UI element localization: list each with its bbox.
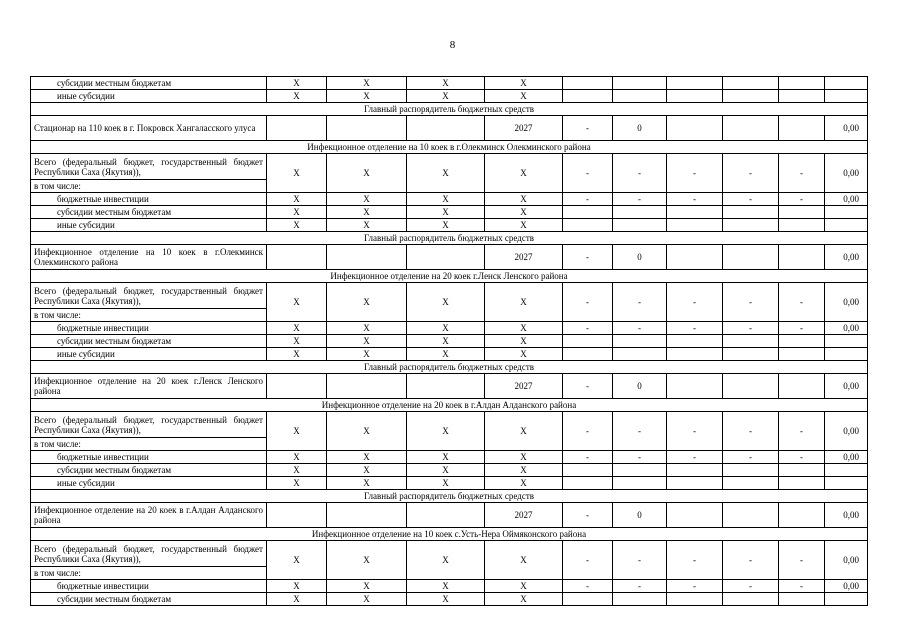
cell-x: X — [407, 283, 485, 322]
including-label: в том числе: — [31, 180, 267, 193]
empty-cell — [723, 245, 779, 270]
cell-subsidies-local: субсидии местным бюджетам — [31, 464, 267, 477]
empty-cell — [723, 593, 779, 606]
empty-cell — [267, 503, 327, 528]
table-row — [31, 245, 868, 270]
empty-cell — [667, 464, 723, 477]
section-header-row — [31, 490, 868, 503]
cell-budget-investments: бюджетные инвестиции — [31, 580, 267, 593]
total-row — [31, 541, 868, 567]
cell-x: X — [407, 412, 485, 451]
cell-zero: 0 — [613, 116, 667, 141]
cell-x: X — [485, 154, 563, 193]
table-row — [31, 90, 868, 103]
empty-cell — [667, 593, 723, 606]
cell-dash: - — [723, 193, 779, 206]
cell-x: X — [407, 193, 485, 206]
cell-x: X — [485, 477, 563, 490]
empty-cell — [407, 116, 485, 141]
empty-cell — [825, 206, 868, 219]
empty-cell — [667, 206, 723, 219]
cell-other-subsidies: иные субсидии — [31, 477, 267, 490]
empty-cell — [613, 335, 667, 348]
empty-cell — [613, 348, 667, 361]
empty-cell — [779, 116, 825, 141]
cell-budget-investments: бюджетные инвестиции — [31, 451, 267, 464]
empty-cell — [327, 503, 407, 528]
cell-x: X — [267, 154, 327, 193]
empty-cell — [667, 116, 723, 141]
empty-cell — [667, 335, 723, 348]
cell-dash: - — [723, 154, 779, 193]
empty-cell — [667, 503, 723, 528]
cell-x: X — [485, 206, 563, 219]
cell-zero: 0 — [613, 503, 667, 528]
budget-table — [30, 76, 868, 606]
including-label: в том числе: — [31, 438, 267, 451]
cell-x: X — [327, 77, 407, 90]
cell-dash: - — [779, 283, 825, 322]
cell-x: X — [485, 77, 563, 90]
cell-dash: - — [563, 374, 613, 399]
cell-x: X — [327, 348, 407, 361]
empty-cell — [825, 219, 868, 232]
table-row — [31, 322, 868, 335]
cell-dash: - — [667, 283, 723, 322]
table-row — [31, 77, 868, 90]
cell-zero-amount: 0,00 — [825, 541, 868, 580]
cell-x: X — [267, 580, 327, 593]
cell-dash: - — [667, 322, 723, 335]
cell-other-subsidies: иные субсидии — [31, 90, 267, 103]
cell-x: X — [327, 464, 407, 477]
empty-cell — [613, 477, 667, 490]
cell-x: X — [485, 283, 563, 322]
table-row — [31, 580, 868, 593]
section-header-row — [31, 528, 868, 541]
cell-dash: - — [613, 322, 667, 335]
cell-zero-amount: 0,00 — [825, 322, 868, 335]
cell-zero-amount: 0,00 — [825, 503, 868, 528]
total-row — [31, 154, 868, 180]
cell-x: X — [407, 580, 485, 593]
cell-x: X — [327, 206, 407, 219]
section-title: Главный распорядитель бюджетных средств — [31, 490, 868, 503]
cell-dash: - — [613, 451, 667, 464]
cell-dash: - — [723, 541, 779, 580]
empty-cell — [563, 206, 613, 219]
cell-budget-investments: бюджетные инвестиции — [31, 193, 267, 206]
cell-aldan: Инфекционное отделение на 20 коек в г.Алдан Алданского района — [31, 503, 267, 528]
cell-dash: - — [723, 451, 779, 464]
cell-dash: - — [563, 322, 613, 335]
table-row — [31, 593, 868, 606]
empty-cell — [825, 90, 868, 103]
table-row — [31, 116, 868, 141]
cell-x: X — [267, 322, 327, 335]
empty-cell — [825, 477, 868, 490]
cell-x: X — [267, 348, 327, 361]
cell-budget-investments: бюджетные инвестиции — [31, 322, 267, 335]
table-row — [31, 477, 868, 490]
empty-cell — [407, 245, 485, 270]
cell-x: X — [267, 219, 327, 232]
section-title: Инфекционное отделение на 10 коек с.Усть-Нера Оймяконского района — [31, 528, 868, 541]
total-label: Всего (федеральный бюджет, государственный бюджет Республики Саха (Якутия)), — [31, 412, 267, 438]
table-row — [31, 193, 868, 206]
cell-subsidies-local: субсидии местным бюджетам — [31, 335, 267, 348]
cell-dash: - — [563, 154, 613, 193]
cell-zero: 0 — [613, 245, 667, 270]
empty-cell — [779, 593, 825, 606]
cell-year: 2027 — [485, 503, 563, 528]
table-row — [31, 348, 868, 361]
empty-cell — [779, 464, 825, 477]
cell-dash: - — [563, 541, 613, 580]
page-number: 8 — [449, 39, 456, 51]
cell-zero-amount: 0,00 — [825, 412, 868, 451]
empty-cell — [267, 245, 327, 270]
total-row — [31, 283, 868, 309]
cell-dash: - — [667, 451, 723, 464]
cell-zero-amount: 0,00 — [825, 193, 868, 206]
empty-cell — [825, 464, 868, 477]
section-title: Инфекционное отделение на 20 коек г.Ленск Ленского района — [31, 270, 868, 283]
cell-x: X — [485, 335, 563, 348]
empty-cell — [563, 90, 613, 103]
empty-cell — [825, 593, 868, 606]
empty-cell — [667, 477, 723, 490]
empty-cell — [779, 219, 825, 232]
empty-cell — [779, 206, 825, 219]
cell-pokrovsk: Стационар на 110 коек в г. Покровск Хангаласского улуса — [31, 116, 267, 141]
cell-dash: - — [613, 580, 667, 593]
empty-cell — [613, 464, 667, 477]
cell-x: X — [267, 206, 327, 219]
cell-x: X — [485, 90, 563, 103]
cell-x: X — [485, 541, 563, 580]
empty-cell — [667, 219, 723, 232]
cell-x: X — [267, 77, 327, 90]
cell-x: X — [327, 90, 407, 103]
cell-x: X — [327, 154, 407, 193]
empty-cell — [667, 374, 723, 399]
including-label: в том числе: — [31, 567, 267, 580]
empty-cell — [667, 90, 723, 103]
section-title: Главный распорядитель бюджетных средств — [31, 103, 868, 116]
section-header-row — [31, 361, 868, 374]
empty-cell — [723, 116, 779, 141]
cell-dash: - — [723, 322, 779, 335]
cell-x: X — [267, 464, 327, 477]
cell-x: X — [327, 593, 407, 606]
cell-x: X — [327, 283, 407, 322]
section-title: Инфекционное отделение на 20 коек в г.Алдан Алданского района — [31, 399, 868, 412]
cell-olekminsk: Инфекционное отделение на 10 коек в г.Олекминск Олекминского района — [31, 245, 267, 270]
table-row — [31, 503, 868, 528]
cell-dash: - — [723, 580, 779, 593]
cell-x: X — [267, 412, 327, 451]
cell-dash: - — [667, 580, 723, 593]
empty-cell — [327, 116, 407, 141]
cell-zero-amount: 0,00 — [825, 580, 868, 593]
cell-x: X — [267, 451, 327, 464]
cell-lensk: Инфекционное отделение на 20 коек г.Ленск Ленского района — [31, 374, 267, 399]
cell-other-subsidies: иные субсидии — [31, 219, 267, 232]
cell-x: X — [407, 451, 485, 464]
empty-cell — [723, 206, 779, 219]
empty-cell — [723, 374, 779, 399]
cell-x: X — [407, 348, 485, 361]
total-label: Всего (федеральный бюджет, государственный бюджет Республики Саха (Якутия)), — [31, 154, 267, 180]
table-row — [31, 219, 868, 232]
cell-dash: - — [563, 283, 613, 322]
cell-dash: - — [667, 541, 723, 580]
empty-cell — [667, 348, 723, 361]
cell-dash: - — [779, 451, 825, 464]
cell-zero-amount: 0,00 — [825, 374, 868, 399]
cell-x: X — [267, 90, 327, 103]
cell-x: X — [485, 348, 563, 361]
empty-cell — [723, 464, 779, 477]
cell-x: X — [267, 193, 327, 206]
table-row — [31, 374, 868, 399]
empty-cell — [563, 477, 613, 490]
cell-x: X — [407, 335, 485, 348]
empty-cell — [779, 374, 825, 399]
cell-x: X — [407, 322, 485, 335]
cell-dash: - — [779, 193, 825, 206]
cell-dash: - — [613, 541, 667, 580]
cell-x: X — [485, 464, 563, 477]
cell-x: X — [267, 283, 327, 322]
cell-x: X — [407, 477, 485, 490]
cell-subsidies-local: субсидии местным бюджетам — [31, 206, 267, 219]
empty-cell — [723, 90, 779, 103]
cell-dash: - — [779, 154, 825, 193]
cell-x: X — [327, 335, 407, 348]
cell-x: X — [327, 219, 407, 232]
section-title: Главный распорядитель бюджетных средств — [31, 232, 868, 245]
empty-cell — [613, 593, 667, 606]
cell-zero: 0 — [613, 374, 667, 399]
cell-x: X — [407, 206, 485, 219]
section-header-row — [31, 141, 868, 154]
table-row — [31, 335, 868, 348]
section-title: Инфекционное отделение на 10 коек в г.Олекминск Олекминского района — [31, 141, 868, 154]
cell-year: 2027 — [485, 116, 563, 141]
cell-x: X — [407, 90, 485, 103]
cell-subsidies-local: субсидии местным бюджетам — [31, 593, 267, 606]
cell-subsidies-local: субсидии местным бюджетам — [31, 77, 267, 90]
section-header-row — [31, 103, 868, 116]
cell-x: X — [327, 541, 407, 580]
cell-zero-amount: 0,00 — [825, 154, 868, 193]
cell-x: X — [327, 477, 407, 490]
empty-cell — [779, 503, 825, 528]
empty-cell — [723, 335, 779, 348]
cell-x: X — [327, 580, 407, 593]
empty-cell — [563, 593, 613, 606]
cell-other-subsidies: иные субсидии — [31, 348, 267, 361]
cell-dash: - — [723, 412, 779, 451]
empty-cell — [825, 335, 868, 348]
cell-dash: - — [563, 245, 613, 270]
cell-x: X — [485, 580, 563, 593]
empty-cell — [327, 245, 407, 270]
table-row — [31, 206, 868, 219]
cell-dash: - — [563, 503, 613, 528]
cell-x: X — [267, 593, 327, 606]
cell-dash: - — [563, 412, 613, 451]
cell-dash: - — [613, 412, 667, 451]
cell-dash: - — [779, 541, 825, 580]
empty-cell — [779, 348, 825, 361]
cell-x: X — [267, 477, 327, 490]
cell-x: X — [407, 77, 485, 90]
cell-x: X — [407, 593, 485, 606]
cell-dash: - — [563, 451, 613, 464]
cell-x: X — [407, 464, 485, 477]
empty-cell — [563, 348, 613, 361]
empty-cell — [407, 374, 485, 399]
cell-dash: - — [563, 116, 613, 141]
empty-cell — [779, 90, 825, 103]
empty-cell — [825, 348, 868, 361]
empty-cell — [267, 374, 327, 399]
cell-zero-amount: 0,00 — [825, 283, 868, 322]
cell-x: X — [407, 154, 485, 193]
empty-cell — [563, 335, 613, 348]
cell-x: X — [327, 412, 407, 451]
empty-cell — [723, 77, 779, 90]
cell-zero-amount: 0,00 — [825, 116, 868, 141]
cell-dash: - — [613, 283, 667, 322]
cell-dash: - — [563, 580, 613, 593]
cell-x: X — [327, 193, 407, 206]
cell-x: X — [485, 219, 563, 232]
empty-cell — [327, 374, 407, 399]
table-row — [31, 464, 868, 477]
empty-cell — [613, 90, 667, 103]
empty-cell — [723, 219, 779, 232]
total-label: Всего (федеральный бюджет, государственный бюджет Республики Саха (Якутия)), — [31, 283, 267, 309]
empty-cell — [563, 219, 613, 232]
cell-x: X — [485, 193, 563, 206]
cell-x: X — [267, 335, 327, 348]
empty-cell — [779, 245, 825, 270]
cell-x: X — [407, 219, 485, 232]
cell-x: X — [327, 322, 407, 335]
empty-cell — [613, 219, 667, 232]
empty-cell — [667, 77, 723, 90]
table-row — [31, 451, 868, 464]
empty-cell — [407, 503, 485, 528]
empty-cell — [825, 77, 868, 90]
empty-cell — [723, 477, 779, 490]
empty-cell — [563, 77, 613, 90]
cell-dash: - — [667, 412, 723, 451]
cell-dash: - — [779, 322, 825, 335]
cell-x: X — [485, 451, 563, 464]
cell-x: X — [327, 451, 407, 464]
empty-cell — [779, 477, 825, 490]
section-header-row — [31, 270, 868, 283]
empty-cell — [613, 77, 667, 90]
section-title: Главный распорядитель бюджетных средств — [31, 361, 868, 374]
cell-x: X — [485, 412, 563, 451]
cell-year: 2027 — [485, 374, 563, 399]
cell-year: 2027 — [485, 245, 563, 270]
section-header-row — [31, 399, 868, 412]
cell-dash: - — [667, 154, 723, 193]
cell-dash: - — [563, 193, 613, 206]
total-label: Всего (федеральный бюджет, государственный бюджет Республики Саха (Якутия)), — [31, 541, 267, 567]
empty-cell — [779, 77, 825, 90]
cell-dash: - — [613, 193, 667, 206]
cell-x: X — [407, 541, 485, 580]
empty-cell — [563, 464, 613, 477]
empty-cell — [723, 348, 779, 361]
cell-dash: - — [723, 283, 779, 322]
cell-dash: - — [779, 580, 825, 593]
empty-cell — [667, 245, 723, 270]
cell-x: X — [485, 322, 563, 335]
cell-zero-amount: 0,00 — [825, 245, 868, 270]
cell-x: X — [267, 541, 327, 580]
empty-cell — [723, 503, 779, 528]
section-header-row — [31, 232, 868, 245]
including-label: в том числе: — [31, 309, 267, 322]
cell-dash: - — [779, 412, 825, 451]
empty-cell — [613, 206, 667, 219]
cell-dash: - — [667, 193, 723, 206]
empty-cell — [267, 116, 327, 141]
cell-x: X — [485, 593, 563, 606]
empty-cell — [779, 335, 825, 348]
cell-dash: - — [613, 154, 667, 193]
total-row — [31, 412, 868, 438]
cell-zero-amount: 0,00 — [825, 451, 868, 464]
